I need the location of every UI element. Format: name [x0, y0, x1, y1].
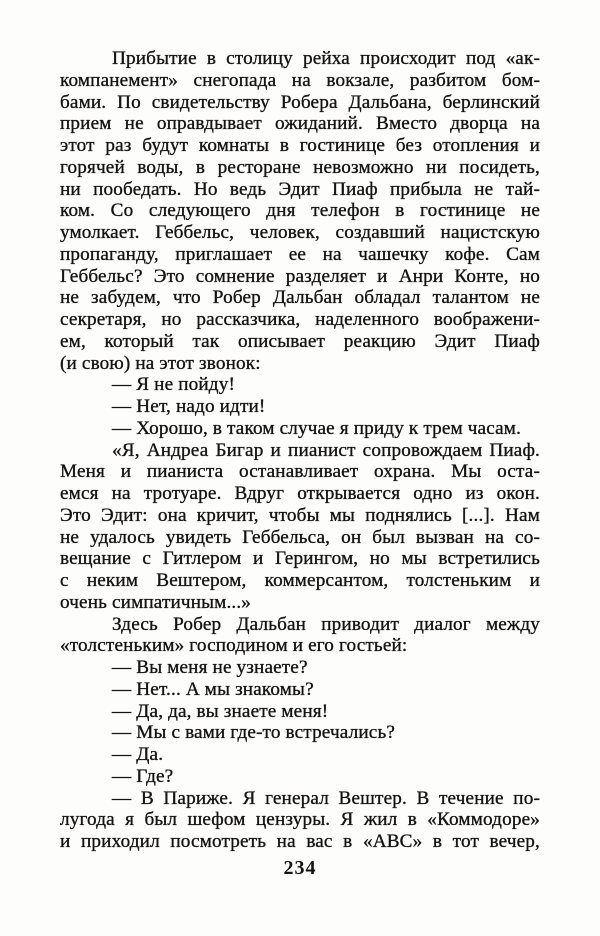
text-line: прием не оправдывает ожиданий. Вместо дворца на: [60, 113, 540, 135]
text-line: — Да, да, вы знаете меня!: [112, 700, 329, 722]
text-line: не удалось увидеть Геббельса, он был вызван на со-: [60, 526, 540, 548]
text-line: ком. Со следующего дня телефон в гостинице не: [60, 200, 540, 222]
text-line: этот раз будут комнаты в гостинице без отопления и: [60, 135, 540, 156]
text-line: «толстеньким» господином и его гостьей:: [60, 635, 408, 657]
text-line: очень симпатичным...»: [60, 591, 252, 613]
text-line: ем, который так описывает реакцию Эдит Пиаф: [60, 330, 540, 352]
text-line: — Где?: [112, 765, 174, 787]
text-block: [60, 48, 540, 853]
text-line: Это Эдит: она кричит, чтобы мы поднялись [...]. Нам: [60, 504, 540, 526]
text-line: компанемент» снегопада на вокзале, разбитом бом-: [60, 69, 540, 91]
text-line: «Я, Андреа Бигар и пианист сопровождаем Пиаф.: [112, 439, 540, 461]
text-line: — Я не пойду!: [112, 374, 235, 396]
text-line: — Хорошо, в таком случае я приду к трем часам.: [112, 417, 522, 439]
text-line: Здесь Робер Дальбан приводит диалог между: [112, 613, 540, 635]
text-line: вещание с Гитлером и Герингом, но мы встретились: [60, 548, 540, 570]
text-line: умолкает. Геббельс, человек, создавший нацистскую: [60, 222, 540, 243]
text-line: — Мы с вами где-то встречались?: [112, 722, 396, 744]
text-line: — Нет... А мы знакомы?: [112, 678, 314, 700]
text-line: Прибытие в столицу рейха происходит под «ак-: [112, 48, 540, 69]
text-line: — Да.: [112, 744, 164, 765]
text-line: секретаря, но рассказчика, наделенного воображени-: [60, 309, 540, 330]
text-line: лугода я был шефом цензуры. Я жил в «Коммодоре»: [60, 809, 540, 831]
text-line: не забудем, что Робер Дальбан обладал талантом не: [60, 287, 540, 309]
text-line: — Вы меня не узнаете?: [112, 657, 308, 678]
text-line: — В Париже. Я генерал Вештер. В течение по-: [112, 787, 540, 809]
text-line: пропаганду, приглашает ее на чашечку кофе. Сам: [60, 243, 540, 265]
text-line: ни пообедать. Но ведь Эдит Пиаф прибыла не тай-: [60, 178, 540, 200]
text-line: — Нет, надо идти!: [112, 396, 266, 417]
text-line: Меня и пианиста останавливает охрана. Мы оста-: [60, 461, 540, 483]
text-line: Геббельс? Это сомнение разделяет и Анри Конте, но: [60, 265, 540, 287]
text-line: бами. По свидетельству Робера Дальбана, берлинский: [60, 91, 540, 113]
text-line: емся на тротуаре. Вдруг открывается одно из окон.: [60, 483, 540, 504]
text-line: горячей воды, в ресторане невозможно ни посидеть,: [60, 156, 540, 178]
text-line: и приходил посмотреть на вас в «ABC» в тот вечер,: [60, 831, 540, 852]
text-line: (и свою) на этот звонок:: [60, 352, 261, 374]
text-line: с неким Вештером, коммерсантом, толстеньким и: [60, 570, 540, 591]
page-number: 234: [283, 857, 317, 879]
